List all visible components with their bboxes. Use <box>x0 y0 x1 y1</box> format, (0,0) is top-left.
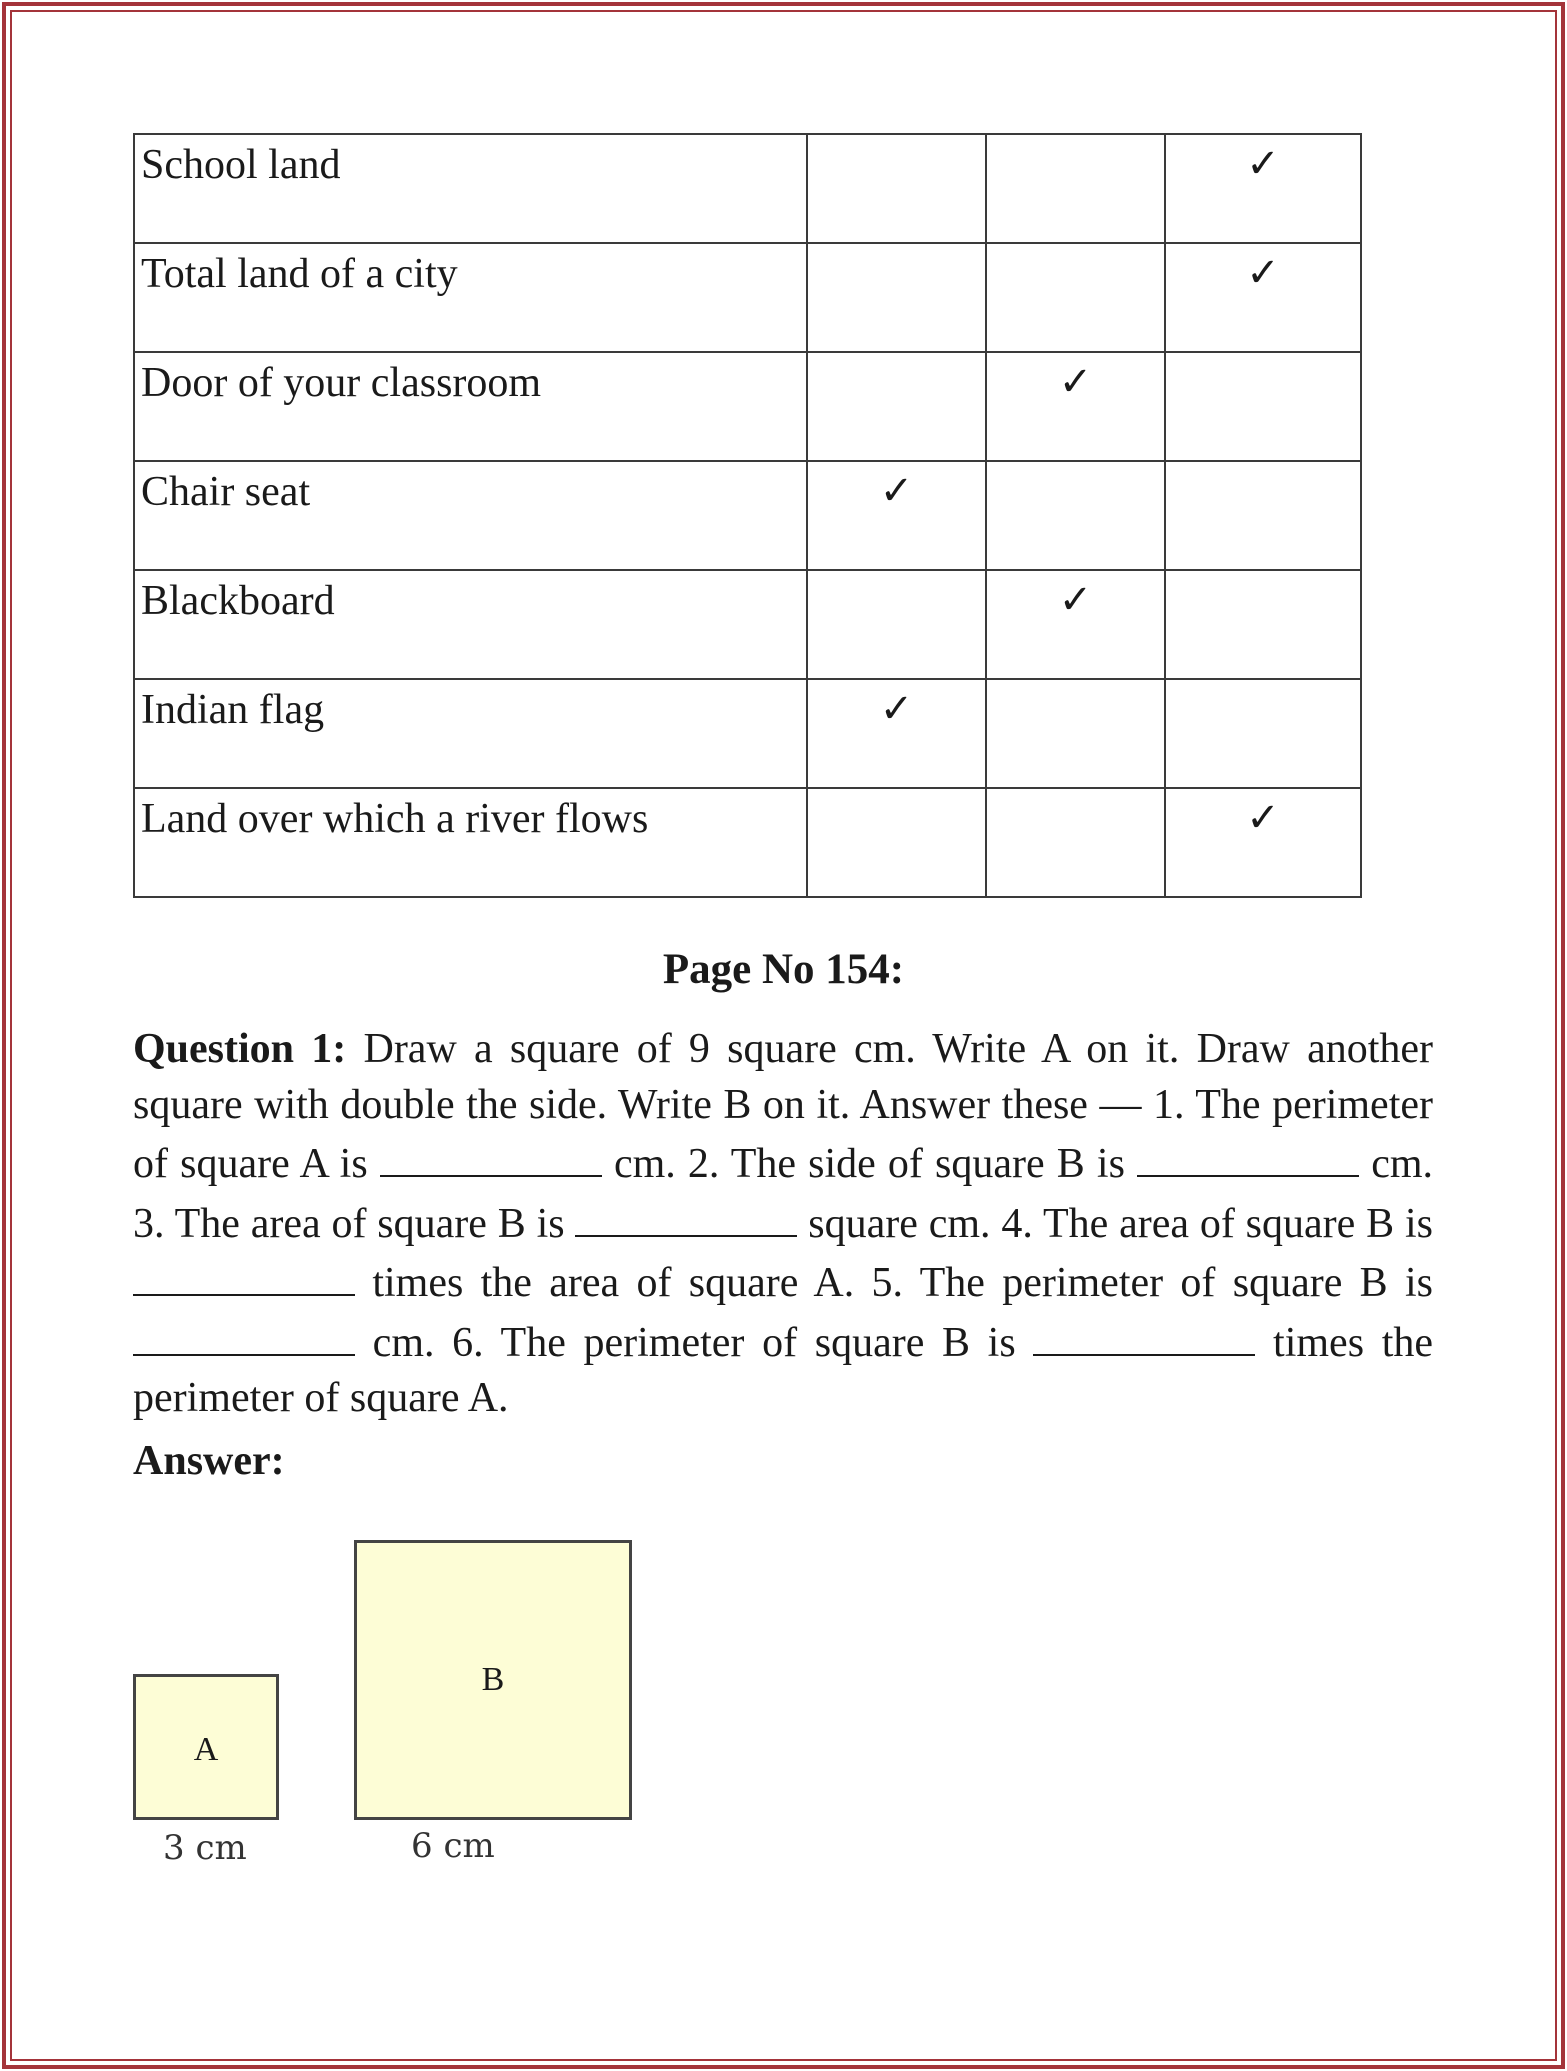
row-label: Door of your classroom <box>134 352 807 461</box>
check-mark-cell: ✓ <box>807 679 986 788</box>
table-row <box>134 243 1361 352</box>
check-mark-cell <box>807 788 986 897</box>
answer-blank <box>1033 1312 1255 1356</box>
question-part: times the perimeter of square A. <box>133 1319 1434 1421</box>
check-mark-cell <box>807 352 986 461</box>
check-mark-cell <box>807 570 986 679</box>
row-label: Blackboard <box>134 570 807 679</box>
question-text <box>133 1022 1433 1427</box>
answer-blank <box>133 1252 355 1296</box>
table-row <box>134 788 1361 897</box>
check-mark-cell: ✓ <box>1165 788 1361 897</box>
square-a-label: A <box>193 1731 219 1768</box>
check-mark-cell: ✓ <box>1165 134 1361 243</box>
classification-table <box>133 133 1362 898</box>
check-mark-cell <box>986 788 1165 897</box>
question-part: cm. 3. The area of square B is <box>133 1141 1433 1247</box>
check-mark-cell <box>986 134 1165 243</box>
check-mark-cell: ✓ <box>807 461 986 570</box>
table-row <box>134 352 1361 461</box>
table-row <box>134 679 1361 788</box>
check-mark-cell: ✓ <box>1165 243 1361 352</box>
table-row <box>134 570 1361 679</box>
question-part: square cm. 4. The area of square B is <box>808 1200 1434 1247</box>
row-label: Chair seat <box>134 461 807 570</box>
answer-blank <box>1137 1133 1359 1177</box>
row-label: Total land of a city <box>134 243 807 352</box>
square-b <box>354 1540 632 1820</box>
answer-blank <box>575 1193 797 1237</box>
question-part: cm. 2. The side of square B is <box>613 1141 1125 1187</box>
question-part: Draw a square of 9 square cm. Write A on it. Draw another square with double the side. Write B on it. Answer these — 1. The perimeter of square A is <box>133 1026 1434 1187</box>
check-mark-cell <box>1165 679 1361 788</box>
check-mark-cell: ✓ <box>986 352 1165 461</box>
row-label: Land over which a river flows <box>134 788 807 897</box>
check-mark-cell <box>1165 570 1361 679</box>
check-mark-cell <box>986 679 1165 788</box>
square-a-side-label: 3 cm <box>163 1828 247 1868</box>
check-mark-cell <box>1165 352 1361 461</box>
square-b-side-label: 6 cm <box>411 1826 495 1866</box>
check-mark-cell: ✓ <box>986 570 1165 679</box>
square-a <box>133 1674 279 1820</box>
answer-label: Answer: <box>133 1438 285 1484</box>
table-row <box>134 461 1361 570</box>
table-row <box>134 134 1361 243</box>
check-mark-cell <box>1165 461 1361 570</box>
check-mark-cell <box>807 243 986 352</box>
check-mark-cell <box>986 243 1165 352</box>
row-label: Indian flag <box>134 679 807 788</box>
check-mark-cell <box>807 134 986 243</box>
question-part: cm. 6. The perimeter of square B is <box>372 1319 1016 1366</box>
answer-blank <box>380 1133 602 1177</box>
check-mark-cell <box>986 461 1165 570</box>
question-part: times the area of square A. 5. The perimeter of square B is <box>372 1260 1434 1306</box>
square-b-label: B <box>481 1661 505 1698</box>
question-prefix: Question 1: <box>133 1026 347 1072</box>
answer-blank <box>133 1312 355 1356</box>
row-label: School land <box>134 134 807 243</box>
page-heading: Page No 154: <box>662 946 905 993</box>
